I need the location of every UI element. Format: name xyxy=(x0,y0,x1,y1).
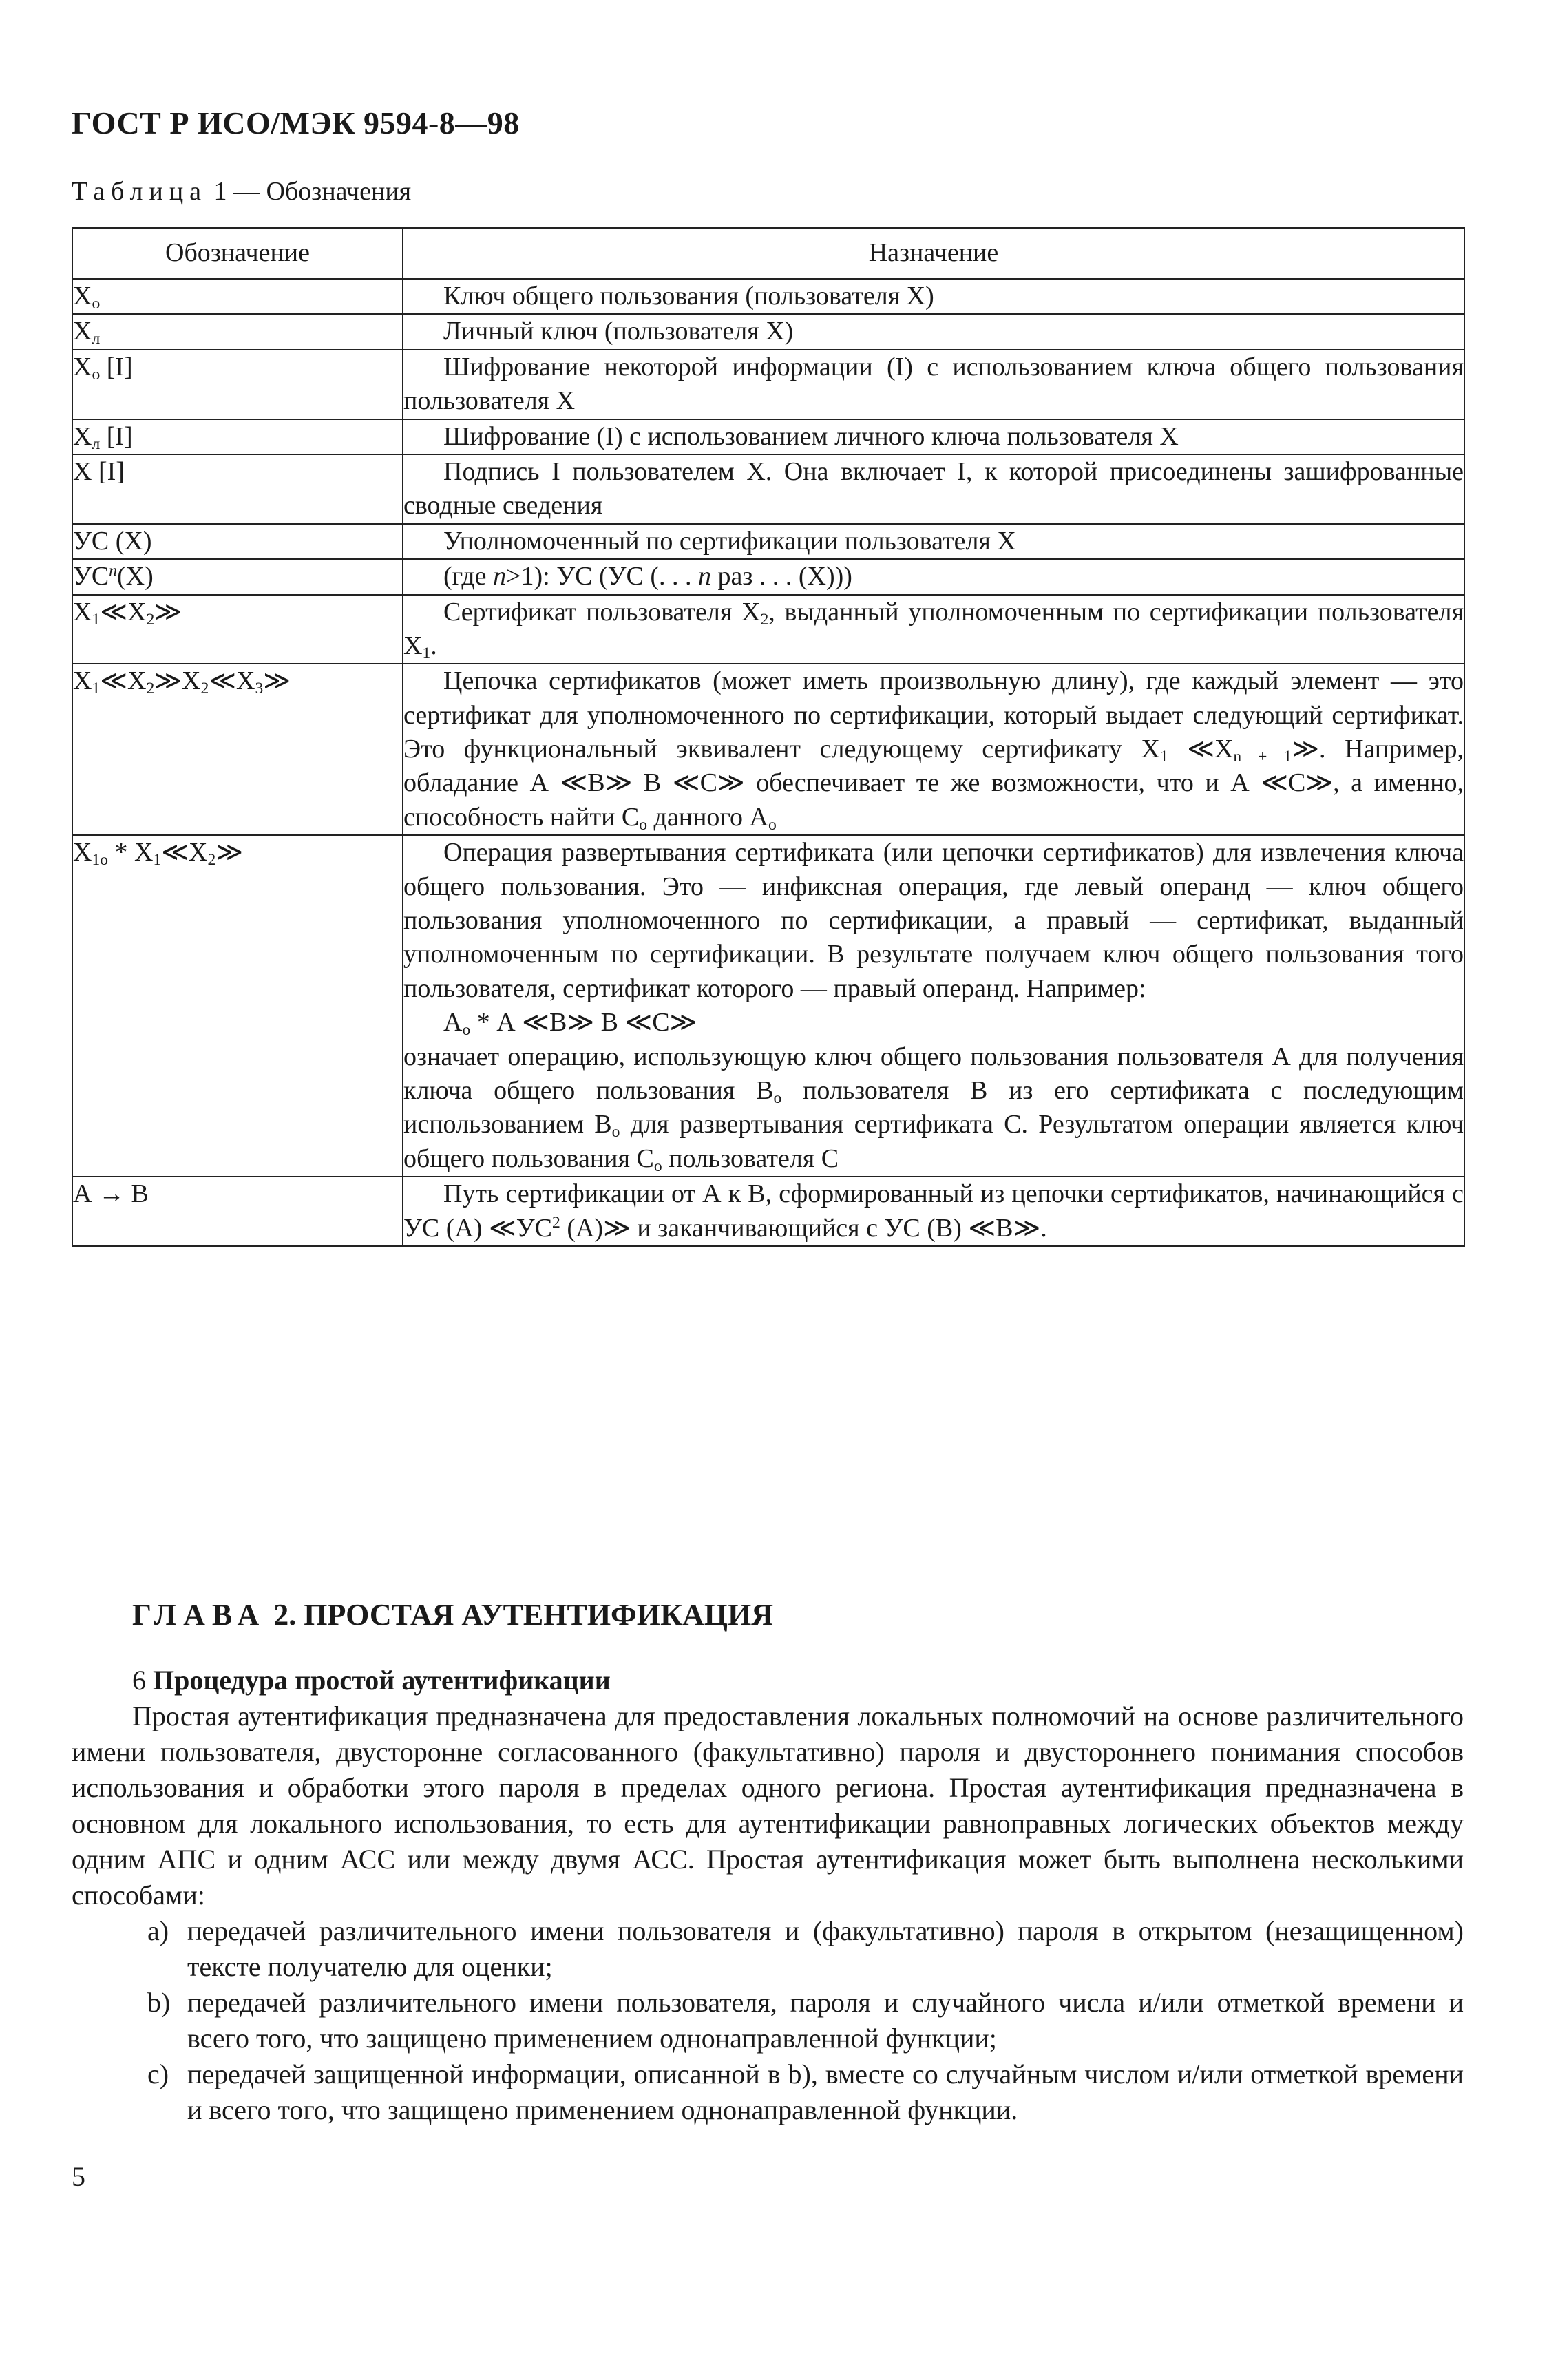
meaning-cell: (где n>1): УС (УС (. . . n раз . . . (X))) xyxy=(403,559,1464,594)
document-header: ГОСТ Р ИСО/МЭК 9594-8—98 xyxy=(72,105,520,140)
list-item: а) передачей различительного имени пользователя и (факультативно) пароля в открытом (незащищенном) тексте получателю для оценки; xyxy=(147,1915,1464,1982)
table-row xyxy=(72,350,1464,419)
meaning-cell: Уполномоченный по сертификации пользователя X xyxy=(403,524,1464,559)
list-item: b) передачей различительного имени пользователя, пароля и случайного числа и/или отметкой времени и всего того, что защищено применением однонаправленной функции; xyxy=(147,1987,1464,2054)
table-row xyxy=(72,559,1464,594)
table-caption-text: 1 — Обозначения xyxy=(207,177,412,206)
table-caption xyxy=(72,176,411,207)
column-header-meaning: Назначение xyxy=(403,228,1464,279)
symbol-cell: УС (X) xyxy=(72,524,403,559)
table-caption-word: Таблица xyxy=(72,177,208,206)
method-list xyxy=(72,1913,1464,2128)
symbol-cell: $X_о$ [I] xyxy=(72,350,403,419)
table-row xyxy=(72,454,1464,524)
meaning-cell: Путь сертификации от А к В, сформированный из цепочки сертификатов, начинающийся с УС (А) $≪УС^2$ (А)≫ и заканчивающийся с УС (В) ≪В≫. xyxy=(403,1177,1464,1246)
chapter-heading xyxy=(132,1597,773,1632)
table-row xyxy=(72,314,1464,349)
symbol-cell: $УС^n(X)$ xyxy=(72,559,403,594)
table-row xyxy=(72,524,1464,559)
meaning-cell: Ключ общего пользования (пользователя X) xyxy=(403,279,1464,314)
symbols-table xyxy=(72,227,1465,1247)
meaning-cell: Личный ключ (пользователя X) xyxy=(403,314,1464,349)
chapter-prefix: ГЛАВА xyxy=(132,1598,266,1632)
symbol-cell: А → В xyxy=(72,1177,403,1246)
table-row xyxy=(72,419,1464,454)
symbol-cell: $X_{1о}$ * $X_1≪X_2≫$ xyxy=(72,835,403,1177)
section-6 xyxy=(72,1663,1464,2128)
symbol-cell: $X_1≪X_2≫X_2≪X_3≫$ xyxy=(72,664,403,835)
meaning-cell: Сертификат пользователя $X_2$, выданный уполномоченным по сертификации пользователя $X_1$. xyxy=(403,595,1464,664)
table-row xyxy=(72,1177,1464,1246)
symbol-cell: $X_л$ xyxy=(72,314,403,349)
table-header-row xyxy=(72,228,1464,279)
symbol-cell: $X_л$ [I] xyxy=(72,419,403,454)
page-number: 5 xyxy=(72,2161,85,2192)
formula-line: $А_о$ * А ≪В≫ В ≪С≫ xyxy=(443,1008,697,1040)
symbol-cell: $X_1≪X_2≫$ xyxy=(72,595,403,664)
meaning-cell: Шифрование некоторой информации (I) с использованием ключа общего пользования пользователя X xyxy=(403,350,1464,419)
meaning-cell: Шифрование (I) с использованием личного ключа пользователя X xyxy=(403,419,1464,454)
column-header-symbol: Обозначение xyxy=(72,228,403,279)
table-row xyxy=(72,279,1464,314)
chapter-title: 2. ПРОСТАЯ АУТЕНТИФИКАЦИЯ xyxy=(266,1598,773,1632)
section-heading: 6 Процедура простой аутентификации xyxy=(132,1665,611,1696)
table-row xyxy=(72,595,1464,664)
meaning-cell: Подпись I пользователем X. Она включает I, к которой присоединены зашифрованные сводные сведения xyxy=(403,454,1464,524)
section-paragraph: Простая аутентификация предназначена для предоставления локальных полномочий на основе различительного имени пользователя, двусторонне согласованного (факультативно) пароля и двустороннего понимания способов использования и обработки этого пароля в пределах одного региона. Простая аутентификация предназначена в основном для локального использования, то есть для аутентификации равноправных логических объектов между одним АПС и одним АСС или между двумя АСС. Простая аутентификация может быть выполнена несколькими способами: xyxy=(72,1700,1464,1910)
table-row xyxy=(72,835,1464,1177)
symbol-cell: $X_о$ xyxy=(72,279,403,314)
list-item: с) передачей защищенной информации, описанной в b), вместе со случайным числом и/или отметкой времени и всего того, что защищено применением однонаправленной функции. xyxy=(147,2058,1464,2125)
meaning-cell: Цепочка сертификатов (может иметь произвольную длину), где каждый элемент — это сертификат для уполномоченного по сертификации, который выдает следующий сертификат. Это функциональный эквивалент следующему сертификату $X_1$ $≪X_{n + 1}≫$. Например, обладание А ≪В≫ В ≪С≫ обеспечивает те же возможности, что и А ≪С≫, а именно, способность найти $С_о$ данного $А_о$ xyxy=(403,664,1464,835)
symbol-cell: X [I] xyxy=(72,454,403,524)
table-row xyxy=(72,664,1464,835)
meaning-cell: Операция развертывания сертификата (или цепочки сертификатов) для извлечения ключа общего пользования. Это — инфиксная операция, где левый операнд — ключ общего пользования уполномоченного по сертификации, а правый — сертификат, выданный уполномоченным по сертификации. В результате получаем ключ общего пользования того пользователя, сертификат которого — правый операнд. Например: $А_о$ * А ≪В≫ В ≪С≫ означает операцию, использующую ключ общего пользования пользователя А для получения ключа общего пользования $В_о$ пользователя В из его сертификата с последующим использованием $В_о$ для развертывания сертификата С. Результатом операции является ключ общего пользования $С_о$ пользователя С xyxy=(403,835,1464,1177)
